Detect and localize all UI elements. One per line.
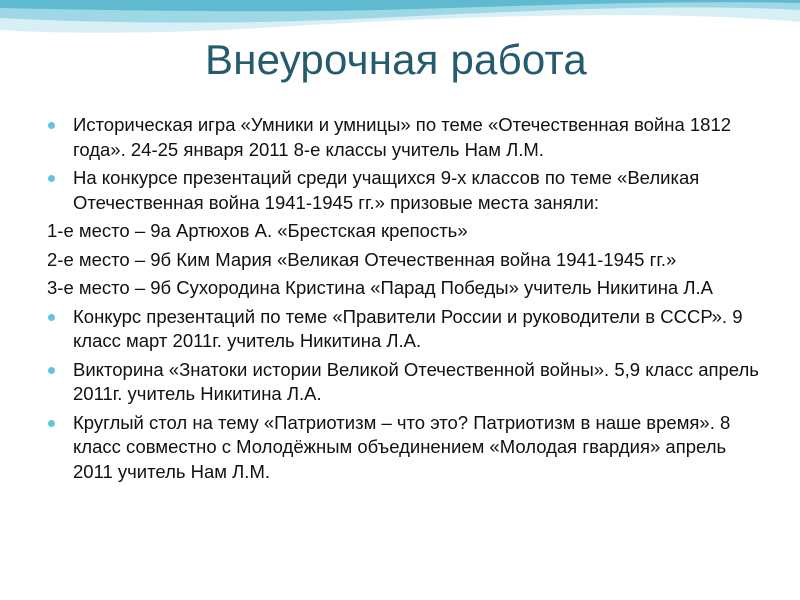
bullet-item: [0, 358, 800, 407]
bullet-dot-icon: [48, 314, 55, 321]
item-text: 1-е место – 9а Артюхов А. «Брестская крепость»: [47, 220, 468, 241]
bullet-item: [0, 113, 800, 162]
bullet-dot-icon: [48, 175, 55, 182]
item-text: Викторина «Знатоки истории Великой Отечественной войны». 5,9 класс апрель 2011г. учитель Никитина Л.А.: [73, 358, 759, 404]
place-item: [0, 276, 800, 301]
bullet-dot-icon: [48, 122, 55, 129]
item-text: 2-е место – 9б Ким Мария «Великая Отечественная война 1941-1945 гг.»: [47, 248, 677, 270]
item-text: На конкурсе презентаций среди учащихся 9-х классов по теме «Великая Отечественная война 1941-1945 гг.» призовые места заняли:: [73, 167, 700, 213]
place-item: [0, 219, 800, 244]
bullet-item: [0, 166, 800, 215]
bullet-dot-icon: [48, 367, 55, 374]
item-text: Историческая игра «Умники и умницы» по теме «Отечественная война 1812 года». 24-25 января 2011 8-е классы учитель Нам Л.М.: [73, 114, 732, 160]
item-text: 3-е место – 9б Сухородина Кристина «Парад Победы» учитель Никитина Л.А: [47, 277, 713, 298]
place-item: [0, 248, 800, 273]
bullet-item: [0, 305, 800, 354]
item-text: Конкурс презентаций по теме «Правители России и руководители в СССР». 9 класс март 2011г. учитель Никитина Л.А.: [73, 305, 743, 351]
slide-content: [0, 113, 800, 488]
bullet-dot-icon: [48, 420, 55, 427]
slide-title: Внеурочная работа: [205, 36, 587, 83]
bullet-item: [0, 411, 800, 485]
item-text: Круглый стол на тему «Патриотизм – что это? Патриотизм в наше время». 8 класс совместно с Молодёжным объединением «Молодая гвардия» апрель 2011 учитель Нам Л.М.: [73, 411, 731, 482]
